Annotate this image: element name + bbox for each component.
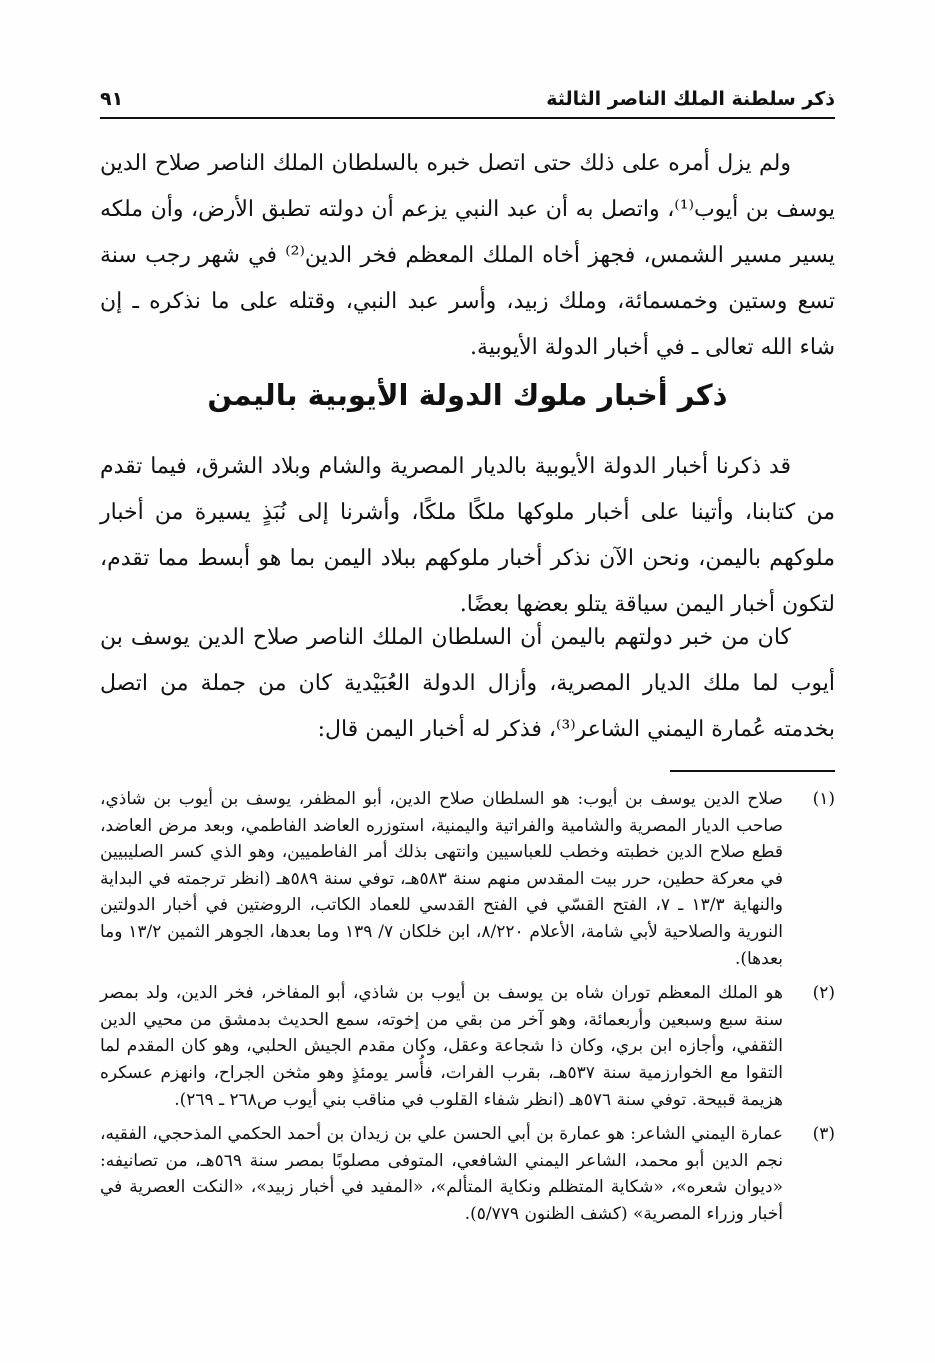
page-number: ٩١ (100, 88, 124, 110)
header-title: ذكر سلطنة الملك الناصر الثالثة (546, 88, 835, 110)
paragraph-1-block (100, 141, 835, 371)
footnote-number: (٢) (812, 983, 835, 1004)
paragraph-1: ولم يزل أمره على ذلك حتى اتصل خبره بالسلطان الملك الناصر صلاح الدين يوسف بن أيوب⁽¹⁾، واتصل به أن عبد النبي يزعم أن دولته تطبق الأرض، وأن ملكه يسير مسير الشمس، فجهز أخاه الملك المعظم فخر الدين⁽²⁾ في شهر رجب سنة تسع وستين وخمسمائة، وملك زبيد، وأسر عبد النبي، وقتله على ما نذكره ـ إن شاء الله تعالى ـ في أخبار الدولة الأيوبية. (100, 151, 836, 360)
header-rule (100, 117, 835, 119)
footnote-2 (100, 980, 835, 1113)
footnote-text: هو الملك المعظم توران شاه بن يوسف بن أيوب بن شاذي، أبو المفاخر، فخر الدين، ولد بمصر سنة سبع وسبعين وأربعمائة، وهو آخر من بقي من إخوته، سمع الحديث بدمشق من محيي الدين الثقفي، وأجازه ابن بري، وكان ذا شجاعة وعقل، وكان مقدم الجيش الحلبي، وهو كان المقدم لما التقوا مع الخوارزمية سنة ٥٣٧هـ، بقرب الفرات، فأُسر يومئذٍ وهو مثخن الجراح، وانهزم عسكره هزيمة قبيحة. توفي سنة ٥٧٦هـ (انظر شفاء القلوب في مناقب بني أيوب ص٢٦٨ ـ ٢٦٩). (100, 983, 783, 1110)
paragraph-2-block (100, 444, 835, 628)
paragraph-2: قد ذكرنا أخبار الدولة الأيوبية بالديار المصرية والشام وبلاد الشرق، فيما تقدم من كتابنا، وأتينا على أخبار ملوكها ملكًا ملكًا، وأشرنا إلى نُبَذٍ يسيرة من أخبار ملوكهم باليمن، ونحن الآن نذكر أخبار ملوكهم ببلاد اليمن بما هو أبسط مما تقدم، لتكون أخبار اليمن سياقة يتلو بعضها بعضًا. (100, 454, 835, 617)
paragraph-3: كان من خبر دولتهم باليمن أن السلطان الملك الناصر صلاح الدين يوسف بن أيوب لما ملك الديار المصرية، وأزال الدولة العُبَيْدية كان من جملة من اتصل بخدمته عُمارة اليمني الشاعر⁽³⁾، فذكر له أخبار اليمن قال: (100, 625, 835, 742)
footnote-number: (٣) (812, 1124, 835, 1145)
footnote-1 (100, 786, 835, 972)
footnote-text: صلاح الدين يوسف بن أيوب: هو السلطان صلاح الدين، أبو المظفر، يوسف بن أيوب بن شاذي، صاحب الديار المصرية والشامية والفراتية واليمنية، استوزره العاضد الفاطمي، وبعد مرض العاضد، قطع صلاح الدين خطبته وخطب للعباسيين وانتهى بذلك أمر الفاطميين، وهو الذي كسر الصليبيين في معركة حطين، حرر بيت المقدس منهم سنة ٥٨٣هـ، توفي سنة ٥٨٩هـ (انظر ترجمته في البداية والنهاية ١٣/٣ ـ ٧، الفتح القسّي في الفتح القدسي للعماد الكاتب، الروضتين في أخبار الدولتين النورية والصلاحية لأبي شامة، الأعلام ٨/٢٢٠، ابن خلكان ٧/ ١٣٩ وما بعدها، الجوهر الثمين ١٣/٢ وما بعدها). (100, 789, 783, 969)
paragraph-3-block (100, 615, 835, 753)
section-heading: ذكر أخبار ملوك الدولة الأيوبية باليمن (207, 378, 728, 412)
footnote-number: (١) (812, 789, 835, 809)
footnote-3 (100, 1121, 835, 1227)
running-header (100, 84, 835, 114)
footnote-separator (670, 770, 835, 772)
footnote-text: عمارة اليمني الشاعر: هو عمارة بن أبي الحسن علي بن زيدان بن أحمد الحكمي المذحجي، الفقيه، نجم الدين أبو محمد، الشاعر اليمني الشافعي، المتوفى مصلوبًا بمصر سنة ٥٦٩هـ، من تصانيفه: «ديوان شعره»، «شكاية المتظلم ونكاية المتألم»، «المفيد في أخبار زبيد»، «النكت العصرية في أخبار وزراء المصرية» (كشف الظنون ٥/٧٧٩). (100, 1124, 783, 1224)
footnotes (100, 786, 835, 1236)
